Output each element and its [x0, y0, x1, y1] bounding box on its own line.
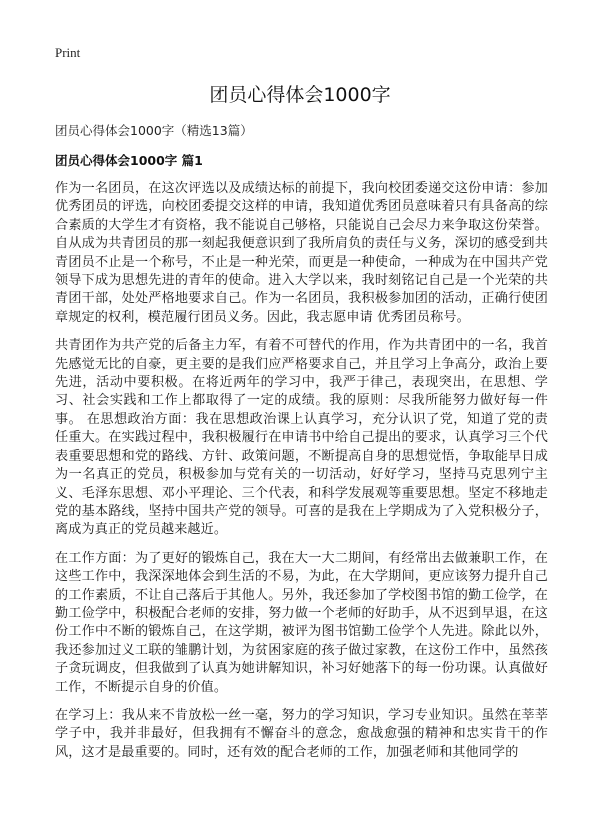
- section-heading: 团员心得体会1000字 篇1: [55, 153, 203, 168]
- paragraph-2: 共青团作为共产党的后备主力军，有着不可替代的作用，作为共青团中的一名，我首先感觉无比的自豪，更主要的是我们应严格要求自己，并且学习上争高分，政治上要先进，活动中要积极。在将近两年的学习中，我严于律己，表现突出，在思想、学习、社会实践和工作上都取得了一定的成绩。我的原则：尽我所能努力做好每一件事。 在思想政治方面：我在思想政治课上认真学习，充分认识了党，知道了党的责任重大。在实践过程中，我积极履行在申请书中给自己提出的要求，认真学习三个代表重要思想和党的路线、方针、政策问题，不断提高自身的思想觉悟，争取能早日成为一名真正的党员，积极参加与党有关的一切活动，好好学习，坚持马克思列宁主义、毛泽东思想、邓小平理论、三个代表，和科学发展观等重要思想。坚定不移地走党的基本路线，坚持中国共产党的领导。可喜的是我在上学期成为了入党积极分子，离成为真正的党员越来越近。: [55, 338, 548, 538]
- document-subtitle: 团员心得体会1000字（精选13篇）: [55, 123, 253, 138]
- page-title: 团员心得体会1000字: [209, 84, 391, 106]
- paragraph-1: 作为一名团员，在这次评选以及成绩达标的前提下，我向校团委递交这份申请：参加优秀团员的评选，向校团委提交这样的申请，我知道优秀团员意味着只有具备高的综合素质的大学生才有资格，我不能说自己够格，只能说自己会尽力来争取这份荣誉。 自从成为共青团员的那一刻起我便意识到了我所肩负的责任与义务，深切的感受到共青团员不止是一个称号，不止是一种光荣，而更是一种使命，一种成为在中国共产党领导下成为思想先进的青年的使命。进入大学以来，我时刻铭记自己是一个光荣的共青团干部，处处严格地要求自己。作为一名团员，我积极参加团的活动，正确行使团章规定的权利，模范履行团员义务。因此，我志愿申请 优秀团员称号。: [55, 181, 548, 325]
- paragraph-3: 在工作方面：为了更好的锻炼自己，我在大一大二期间，有经常出去做兼职工作，在这些工作中，我深深地体会到生活的不易，为此，在大学期间，更应该努力提升自己的工作素质，不让自己落后于其他人。另外，我还参加了学校图书馆的勤工俭学，在勤工俭学中，积极配合老师的安排，努力做一个老师的好助手，从不迟到早退，在这份工作中不断的锻炼自己，在这学期，被评为图书馆勤工俭学个人先进。除此以外，我还参加过义工联的雏鹏计划，为贫困家庭的孩子做过家教，在这份工作中，虽然孩子贪玩调皮，但我做到了认真为她讲解知识，补习好她落下的每一份功课。认真做好工作，不断提示自身的价值。: [55, 550, 548, 695]
- paragraph-4: 在学习上：我从来不肯放松一丝一毫，努力的学习知识，学习专业知识。虽然在莘莘学子中，我并非最好，但我拥有不懈奋斗的意念，愈战愈强的精神和忠实肯干的作风，这才是最重要的。同时，还有效的配合老师的工作，加强老师和其他同学的: [55, 707, 548, 760]
- print-link[interactable]: Print: [55, 45, 81, 60]
- document-body: [55, 180, 548, 772]
